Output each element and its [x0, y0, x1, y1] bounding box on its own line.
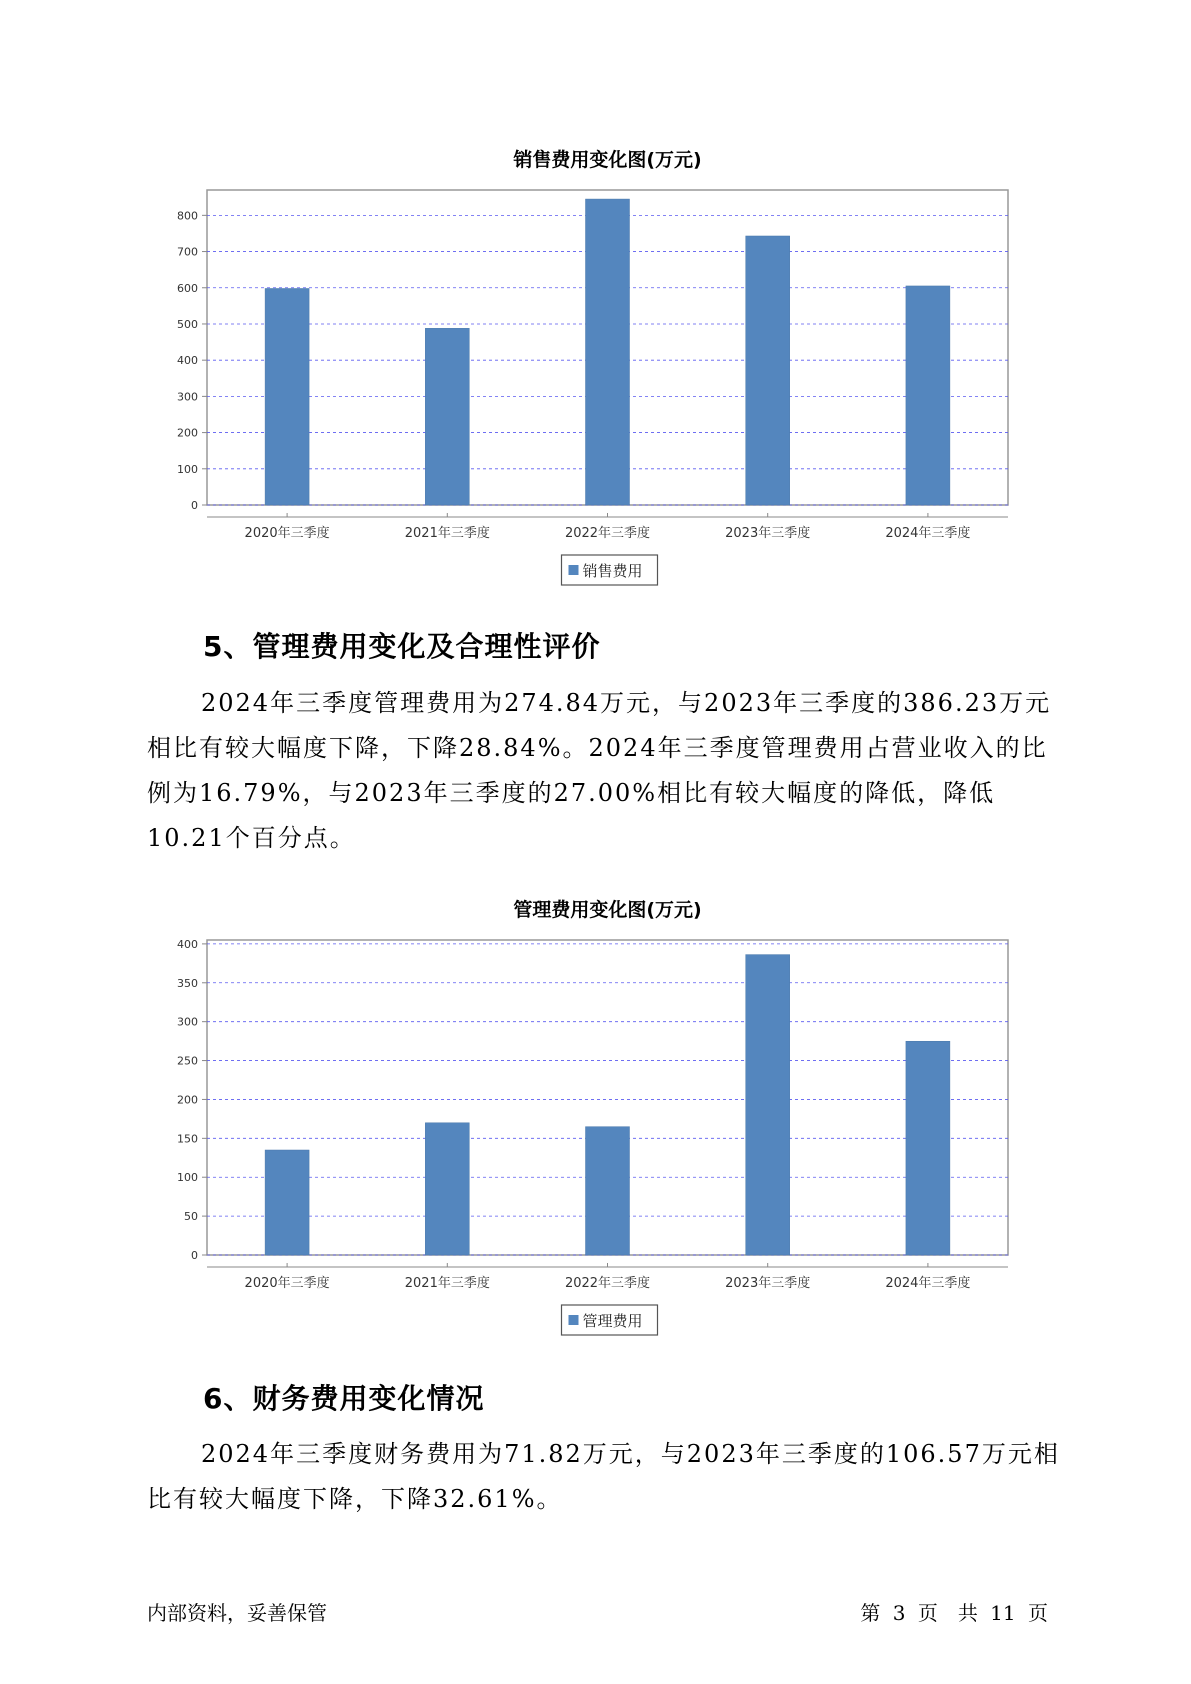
y-tick-label: 300 — [177, 1015, 198, 1029]
y-tick-label: 250 — [177, 1054, 198, 1068]
y-tick-label: 200 — [177, 1093, 198, 1107]
section5-paragraph — [147, 681, 1067, 861]
chart-title: 管理费用变化图(万元) — [513, 899, 702, 921]
x-tick-label: 2022年三季度 — [564, 1276, 651, 1291]
y-tick-label: 0 — [191, 1249, 198, 1262]
y-tick-label: 200 — [177, 426, 198, 440]
legend-label: 销售费用 — [582, 562, 643, 580]
bar — [586, 199, 630, 505]
y-tick-label: 0 — [191, 499, 198, 512]
bar — [265, 288, 309, 505]
section6-paragraph — [147, 1432, 1067, 1522]
y-tick-label: 100 — [177, 1171, 198, 1185]
x-tick-label: 2024年三季度 — [885, 526, 971, 541]
y-tick-label: 500 — [177, 317, 198, 331]
legend-label: 管理费用 — [582, 1312, 643, 1330]
bar — [586, 1127, 630, 1255]
bar — [906, 1041, 950, 1255]
sales-expense-chart-svg — [0, 130, 1191, 590]
y-tick-label: 150 — [177, 1132, 198, 1146]
section6-paragraph-text: 2024年三季度财务费用为71.82万元，与2023年三季度的106.57万元相比有较大幅度下降，下降32.61%。 — [147, 1440, 1060, 1513]
y-tick-label: 50 — [184, 1210, 198, 1224]
sales-expense-chart — [0, 130, 1191, 590]
y-tick-label: 700 — [177, 245, 198, 259]
chart-title: 销售费用变化图(万元) — [513, 149, 702, 171]
bar — [746, 236, 790, 505]
y-tick-label: 400 — [177, 937, 198, 951]
section6-heading: 6、财务费用变化情况 — [203, 1382, 485, 1415]
y-tick-label: 300 — [177, 390, 198, 404]
bar — [265, 1150, 309, 1255]
legend-swatch — [569, 1315, 579, 1325]
bar — [746, 955, 790, 1255]
x-tick-label: 2023年三季度 — [725, 1276, 811, 1291]
bar — [425, 328, 469, 505]
y-tick-label: 800 — [177, 209, 198, 223]
x-tick-label: 2023年三季度 — [725, 526, 811, 541]
y-tick-label: 600 — [177, 281, 198, 295]
legend-swatch — [569, 565, 579, 575]
x-tick-label: 2024年三季度 — [885, 1276, 971, 1291]
admin-expense-chart-svg — [0, 880, 1191, 1340]
y-tick-label: 400 — [177, 354, 198, 368]
bar — [906, 286, 950, 505]
footer-confidential-note: 内部资料，妥善保管 — [147, 1601, 327, 1625]
x-tick-label: 2021年三季度 — [404, 1276, 490, 1291]
bar — [425, 1123, 469, 1255]
section5-heading: 5、管理费用变化及合理性评价 — [203, 630, 601, 663]
footer-page-number: 第 3 页 共 11 页 — [860, 1601, 1048, 1625]
admin-expense-chart — [0, 880, 1191, 1340]
y-tick-label: 350 — [177, 976, 198, 990]
x-tick-label: 2021年三季度 — [404, 526, 490, 541]
y-tick-label: 100 — [177, 462, 198, 476]
x-tick-label: 2022年三季度 — [564, 526, 651, 541]
section5-paragraph-text: 2024年三季度管理费用为274.84万元，与2023年三季度的386.23万元相比有较大幅度下降，下降28.84%。2024年三季度管理费用占营业收入的比例为16.79%，与2023年三季度的27.00%相比有较大幅度的降低，降低10.21个百分点。 — [147, 689, 1052, 852]
x-tick-label: 2020年三季度 — [244, 526, 330, 541]
x-tick-label: 2020年三季度 — [244, 1276, 330, 1291]
